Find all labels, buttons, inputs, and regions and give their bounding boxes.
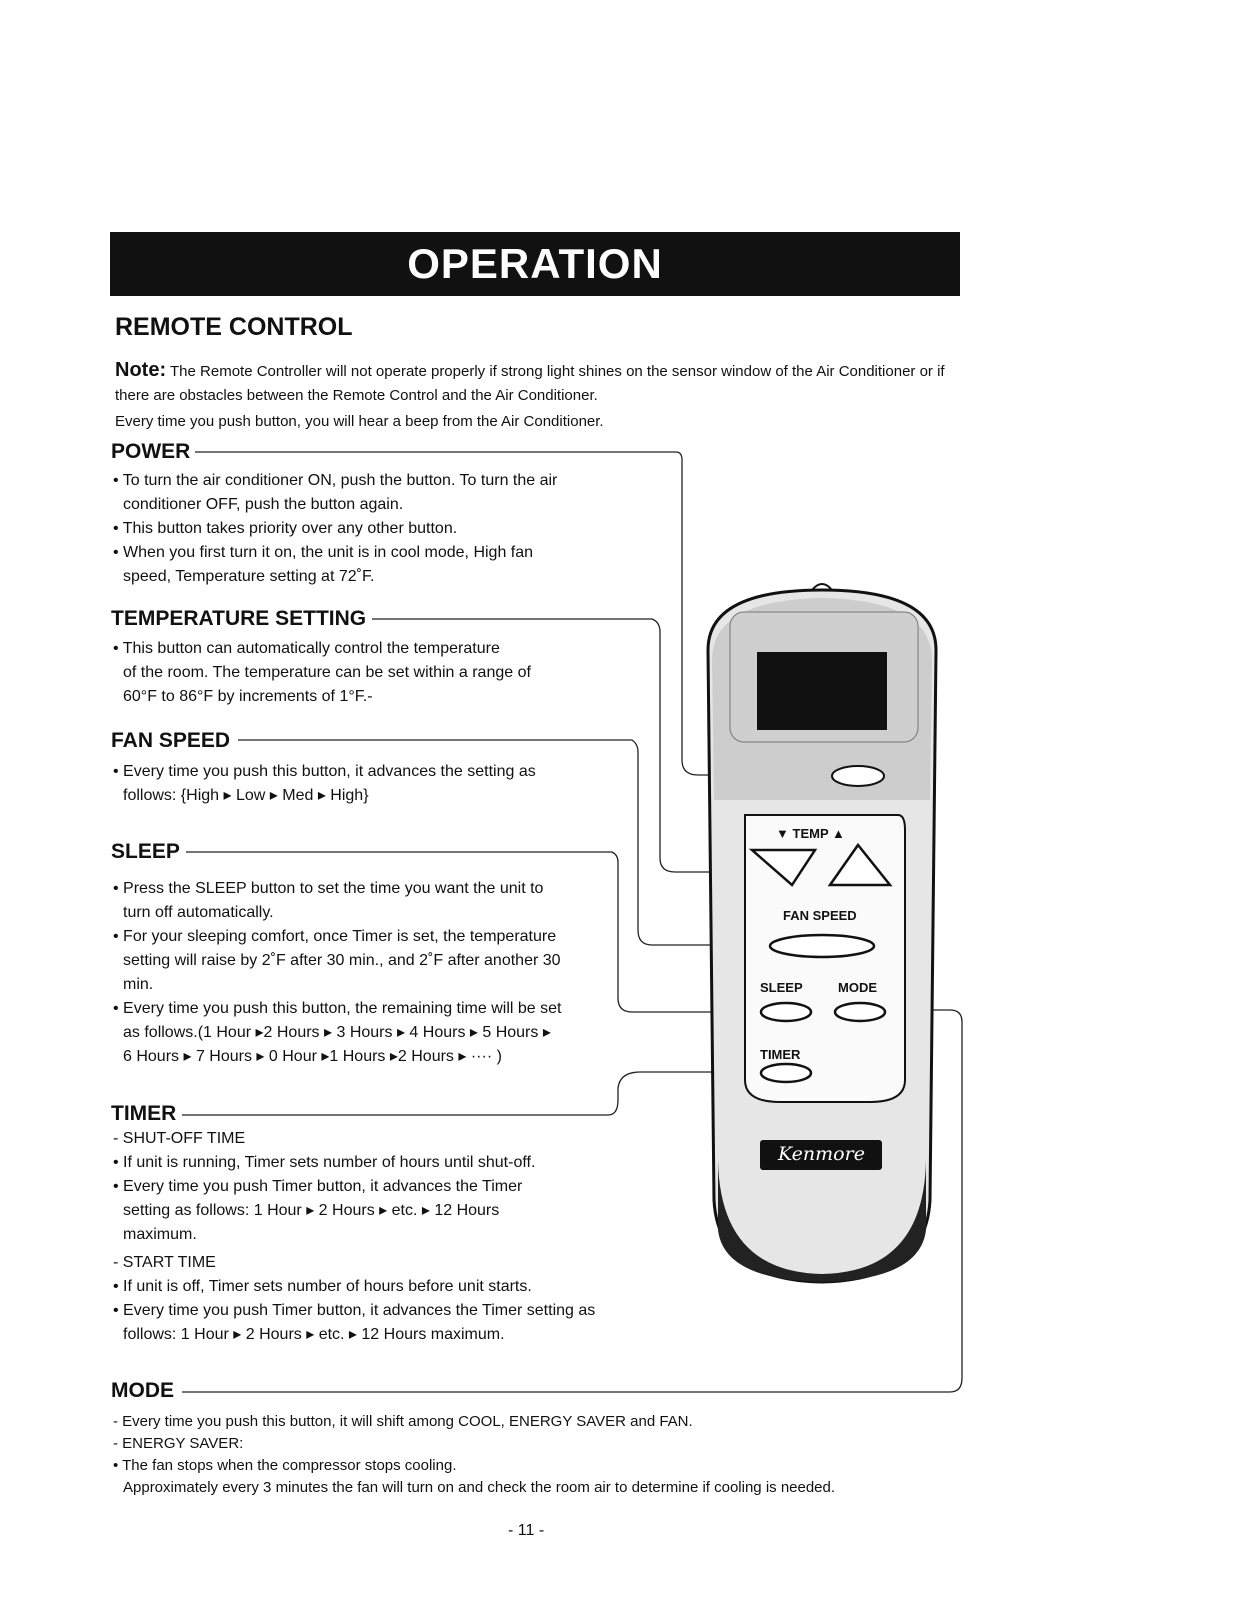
- sleep-line: as follows.(1 Hour ▸2 Hours ▸ 3 Hours ▸ 4 Hours ▸ 5 Hours ▸: [123, 1024, 551, 1041]
- temperature-line: of the room. The temperature can be set within a range of: [123, 664, 531, 681]
- note-text: The Remote Controller will not operate properly if strong light shines on the sensor window of the Air Conditioner or if there are obstacles between the Remote Control and the Air Conditioner.: [115, 363, 945, 404]
- timer-line: • If unit is running, Timer sets number of hours until shut-off.: [113, 1154, 536, 1171]
- timer-line: • Every time you push Timer button, it advances the Timer: [113, 1178, 523, 1195]
- sleep-line: • Every time you push this button, the remaining time will be set: [113, 1000, 562, 1017]
- mode-line: - ENERGY SAVER:: [113, 1435, 244, 1452]
- mode-title: MODE: [111, 1379, 178, 1403]
- sleep-line: min.: [123, 976, 154, 993]
- timer-line: - SHUT-OFF TIME: [113, 1130, 246, 1147]
- remote-temp-text: TEMP: [792, 826, 829, 841]
- sleep-title: SLEEP: [111, 840, 184, 864]
- power-line: • This button takes priority over any other button.: [113, 520, 458, 537]
- sleep-line: setting will raise by 2˚F after 30 min., and 2˚F after another 30: [123, 952, 561, 969]
- timer-title: TIMER: [111, 1102, 180, 1126]
- temperature-line: 60°F to 86°F by increments of 1°F.-: [123, 688, 373, 705]
- temp-up-icon: ▲: [832, 826, 845, 841]
- power-line: • To turn the air conditioner ON, push the button. To turn the air: [113, 472, 558, 489]
- power-line: conditioner OFF, push the button again.: [123, 496, 404, 513]
- mode-line: Approximately every 3 minutes the fan will turn on and check the room air to determine if cooling is needed.: [123, 1479, 836, 1496]
- timer-line: - START TIME: [113, 1254, 216, 1271]
- sleep-line: • Press the SLEEP button to set the time you want the unit to: [113, 880, 544, 897]
- mode-body: [113, 1411, 835, 1499]
- remote-fan-speed-label: FAN SPEED: [783, 908, 857, 923]
- fan-speed-line: • Every time you push this button, it advances the setting as: [113, 763, 536, 780]
- temperature-title: TEMPERATURE SETTING: [111, 607, 370, 631]
- mode-line: • The fan stops when the compressor stops cooling.: [113, 1457, 457, 1474]
- timer-line: follows: 1 Hour ▸ 2 Hours ▸ etc. ▸ 12 Hours maximum.: [123, 1326, 505, 1343]
- timer-line: maximum.: [123, 1226, 197, 1243]
- temp-down-icon: ▼: [776, 826, 789, 841]
- remote-control: [708, 584, 936, 1282]
- remote-timer-label: TIMER: [760, 1047, 801, 1062]
- remote-power-label: POWER: [838, 720, 880, 732]
- power-title: POWER: [111, 440, 194, 464]
- timer-line: • Every time you push Timer button, it advances the Timer setting as: [113, 1302, 596, 1319]
- timer-body: [113, 1127, 595, 1347]
- timer-line: • If unit is off, Timer sets number of hours before unit starts.: [113, 1278, 532, 1295]
- sleep-line: 6 Hours ▸ 7 Hours ▸ 0 Hour ▸1 Hours ▸2 Hours ▸ ···· ): [123, 1048, 502, 1065]
- remote-mode-label: MODE: [838, 980, 877, 995]
- remote-temp-label: [776, 826, 845, 841]
- remote-sleep-label: SLEEP: [760, 980, 803, 995]
- sleep-body: [113, 877, 561, 1069]
- beep-text: Every time you push button, you will hear a beep from the Air Conditioner.: [115, 413, 604, 430]
- sleep-line: turn off automatically.: [123, 904, 274, 921]
- note-label: Note:: [115, 359, 167, 381]
- fan-speed-body: [113, 760, 536, 808]
- mode-line: - Every time you push this button, it will shift among COOL, ENERGY SAVER and FAN.: [113, 1413, 693, 1430]
- sleep-line: • For your sleeping comfort, once Timer is set, the temperature: [113, 928, 557, 945]
- brand-logo: Kenmore: [778, 1143, 865, 1165]
- fan-speed-line: follows: {High ▸ Low ▸ Med ▸ High}: [123, 787, 369, 804]
- temperature-body: [113, 637, 531, 709]
- timer-line: setting as follows: 1 Hour ▸ 2 Hours ▸ etc. ▸ 12 Hours: [123, 1202, 500, 1219]
- section-title: REMOTE CONTROL: [115, 313, 353, 341]
- page-number: - 11 -: [508, 1522, 545, 1539]
- power-line: • When you first turn it on, the unit is in cool mode, High fan: [113, 544, 534, 561]
- page-banner: OPERATION: [110, 232, 960, 296]
- power-body: [113, 469, 557, 589]
- temperature-line: • This button can automatically control the temperature: [113, 640, 500, 657]
- power-line: speed, Temperature setting at 72˚F.: [123, 568, 375, 585]
- fan-speed-title: FAN SPEED: [111, 729, 234, 753]
